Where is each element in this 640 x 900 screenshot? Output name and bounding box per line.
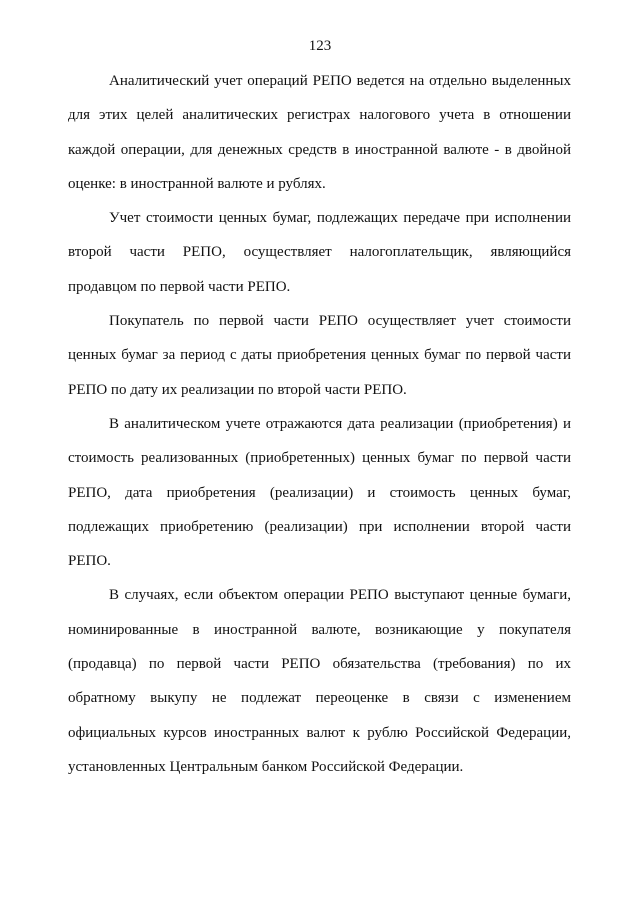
- paragraph-2: Учет стоимости ценных бумаг, подлежащих передаче при исполнении второй части РЕПО, осуществляет налогоплательщик, являющийся продавцом по первой части РЕПО.: [68, 210, 571, 295]
- paragraph-4: В аналитическом учете отражаются дата реализации (приобретения) и стоимость реализованных (приобретенных) ценных бумаг по первой части РЕПО, дата приобретения (реализации) и стоимость ценных бумаг, подлежащих приобретению (реализации) при исполнении второй части РЕПО.: [68, 415, 571, 570]
- paragraph-5: В случаях, если объектом операции РЕПО выступают ценные бумаги, номинированные в иностранной валюте, возникающие у покупателя (продавца) по первой части РЕПО обязательства (требования) по их обратному выкупу не подлежат переоценке в связи с изменением официальных курсов иностранных валют к рублю Российской Федерации, установленных Центральным банком Российской Федерации.: [68, 587, 571, 775]
- document-body: [68, 64, 571, 784]
- page-number: 123: [308, 38, 332, 54]
- paragraph-3: Покупатель по первой части РЕПО осуществляет учет стоимости ценных бумаг за период с даты приобретения ценных бумаг по первой части РЕПО по дату их реализации по второй части РЕПО.: [68, 313, 571, 398]
- paragraph-1: Аналитический учет операций РЕПО ведется на отдельно выделенных для этих целей аналитических регистрах налогового учета в отношении каждой операции, для денежных средств в иностранной валюте - в двойной оценке: в иностранной валюте и рублях.: [68, 73, 571, 192]
